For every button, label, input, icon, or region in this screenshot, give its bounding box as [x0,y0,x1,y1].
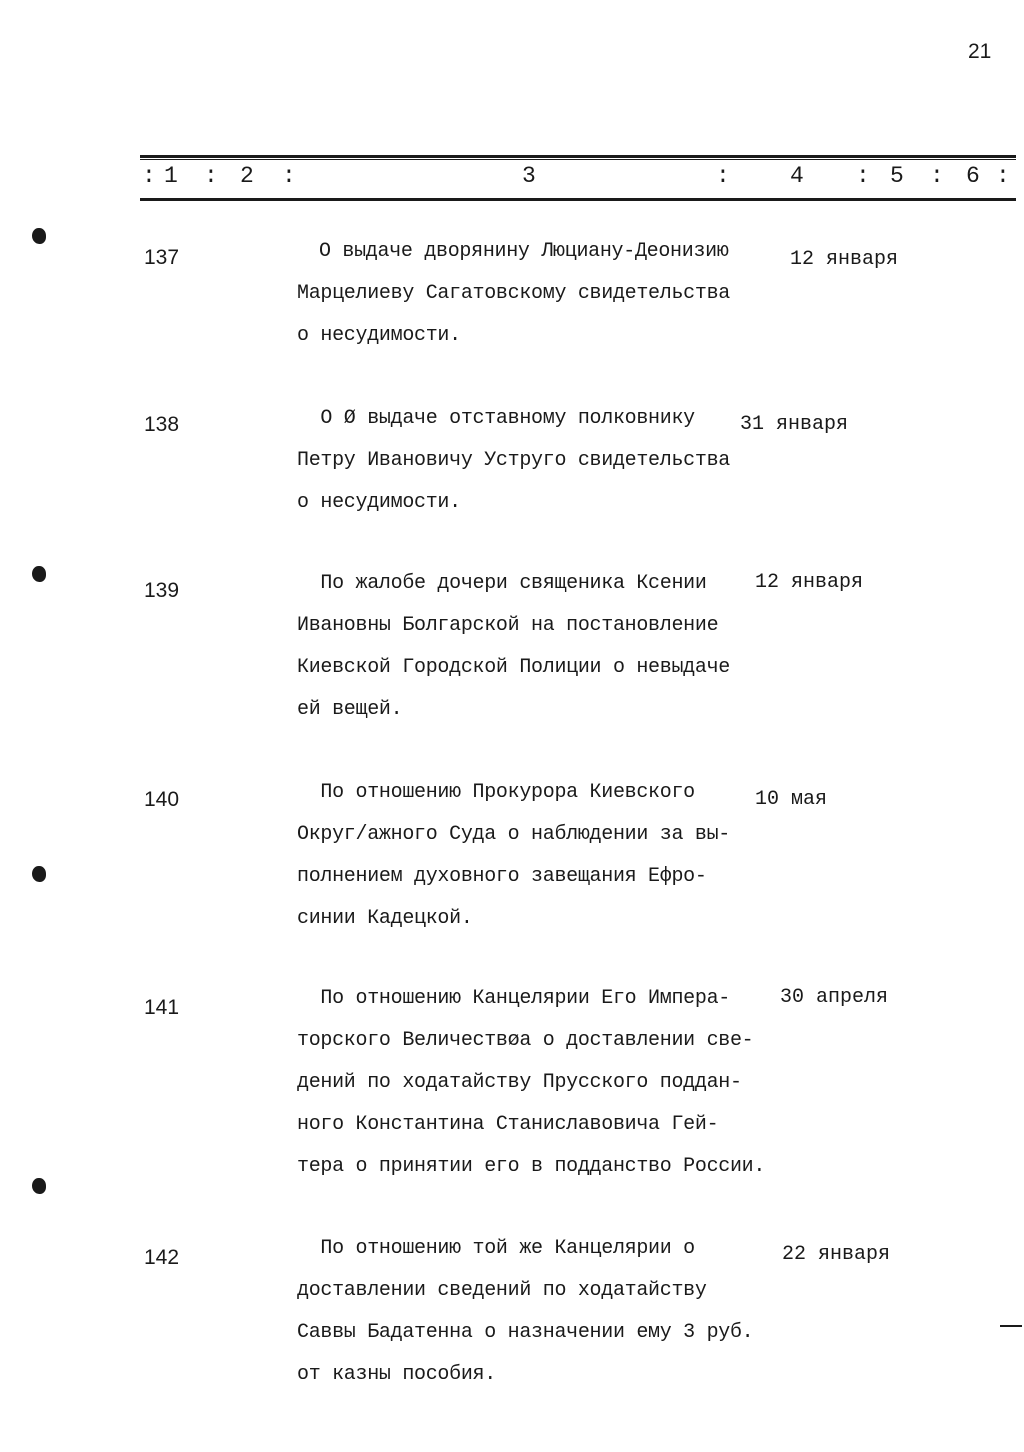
column-separator: : [856,163,870,189]
punch-hole-mark [32,566,46,582]
entry-line: синии Кадецкой. [297,907,473,930]
entry-line: По отношению Прокурора Киевского [297,781,695,804]
entry-number: 139 [144,579,180,602]
column-separator: : [282,163,296,189]
column-separator: : [142,163,156,189]
entry-number: 142 [144,1246,180,1269]
entry-line: Марцелиеву Сагатовскому свидетельства [297,282,730,305]
entry-line: Округ/ажного Суда о наблюдении за вы- [297,823,730,846]
entry-line: доставлении сведений по ходатайству [297,1279,707,1302]
entry-text [297,563,817,731]
stray-mark [1000,1325,1022,1327]
column-separator: : [996,163,1010,189]
column-separator: : [930,163,944,189]
column-separator: : [204,163,218,189]
entry-line: о несудимости. [297,491,461,514]
entry-date: 12 января [755,571,864,594]
punch-hole-mark [32,228,46,244]
entry-line: от казны пособия. [297,1363,496,1386]
entry-line: Киевской Городской Полиции о невыдаче [297,656,730,679]
entry-line: о несудимости. [297,324,461,347]
table-top-rule [140,155,1016,158]
punch-hole-mark [32,1178,46,1194]
column-header-row [140,163,1016,193]
entry-number: 140 [144,788,180,811]
entry-line: О Ø выдаче отставному полковнику [297,407,695,430]
entry-line: тера о принятии его в подданство России. [297,1155,766,1178]
entry-text [297,231,817,357]
entry-line: ей вещей. [297,698,403,721]
entry-line: ного Константина Станиславовича Гей- [297,1113,719,1136]
entry-line: О выдаче дворянину Люциану-Деонизию [319,240,729,263]
column-header-1: 1 [164,163,178,189]
entry-number: 137 [144,246,180,269]
column-header-4: 4 [790,163,804,189]
entry-text [297,1228,817,1396]
entry-line: По жалобе дочери священика Ксении [297,572,707,595]
entry-date: 10 мая [755,788,828,811]
entry-date: 30 апреля [780,986,889,1009]
column-header-3: 3 [522,163,536,189]
column-separator: : [716,163,730,189]
entry-line: Ивановны Болгарской на постановление [297,614,719,637]
entry-line: По отношению Канцелярии Его Импера- [297,987,730,1010]
entry-number: 138 [144,413,180,436]
entry-date: 22 января [782,1243,891,1266]
entry-date: 31 января [740,413,849,436]
punch-hole-mark [32,866,46,882]
entry-line: Саввы Бадатенна о назначении ему 3 руб. [297,1321,754,1344]
entry-line: Петру Ивановичу Уструго свидетельства [297,449,730,472]
entry-line: полнением духовного завещания Ефро- [297,865,707,888]
entry-date: 12 января [790,248,899,271]
entry-text [297,978,857,1188]
page-number: 21 [968,40,992,63]
entry-text [297,398,817,524]
entry-line: дений по ходатайству Прусского поддан- [297,1071,742,1094]
entry-line: По отношению той же Канцелярии о [297,1237,695,1260]
entry-line: торского Величествøа о доставлении све- [297,1029,754,1052]
entry-text [297,772,817,940]
column-header-6: 6 [966,163,980,189]
table-top-rule-thin [140,159,1016,160]
table-header-bottom-rule [140,198,1016,201]
column-header-2: 2 [240,163,254,189]
entry-number: 141 [144,996,180,1019]
column-header-5: 5 [890,163,904,189]
